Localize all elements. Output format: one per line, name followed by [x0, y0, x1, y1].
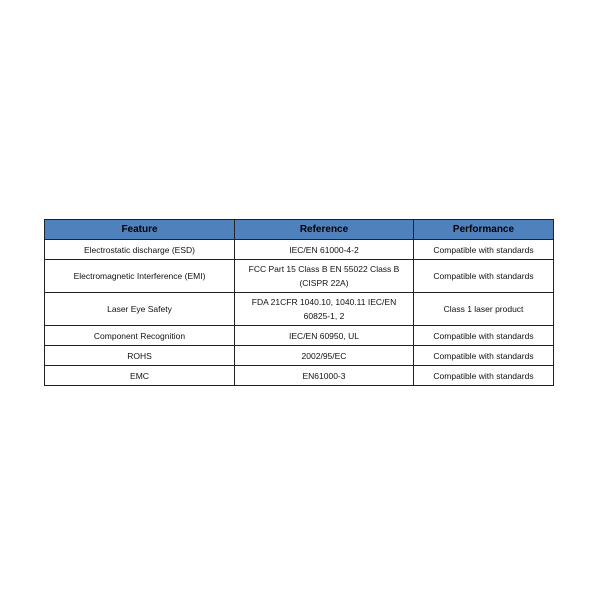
reference-text: FCC Part 15 Class B EN 55022 Class B (CISPR 22A) [248, 264, 400, 288]
compliance-table [44, 219, 554, 386]
performance-cell: Compatible with standards [414, 260, 554, 293]
reference-cell: IEC/EN 61000-4-2 [235, 240, 414, 260]
reference-cell [235, 260, 414, 293]
header-reference: Reference [235, 220, 414, 240]
table-row [45, 260, 554, 293]
feature-cell: EMC [45, 366, 235, 386]
reference-text: FDA 21CFR 1040.10, 1040.11 IEC/EN 60825-1, 2 [251, 297, 397, 321]
reference-cell: 2002/95/EC [235, 346, 414, 366]
feature-cell: Laser Eye Safety [45, 293, 235, 326]
performance-cell: Compatible with standards [414, 326, 554, 346]
reference-cell: IEC/EN 60950, UL [235, 326, 414, 346]
table-row [45, 240, 554, 260]
feature-cell: Electromagnetic Interference (EMI) [45, 260, 235, 293]
performance-cell: Compatible with standards [414, 346, 554, 366]
reference-cell [235, 293, 414, 326]
feature-cell: ROHS [45, 346, 235, 366]
table-row [45, 326, 554, 346]
table-row [45, 346, 554, 366]
table-row [45, 293, 554, 326]
table-header-row [45, 220, 554, 240]
reference-cell: EN61000-3 [235, 366, 414, 386]
feature-cell: Component Recognition [45, 326, 235, 346]
feature-cell: Electrostatic discharge (ESD) [45, 240, 235, 260]
table-row [45, 366, 554, 386]
compliance-table-container [44, 219, 553, 386]
header-feature: Feature [45, 220, 235, 240]
header-performance: Performance [414, 220, 554, 240]
performance-cell: Compatible with standards [414, 240, 554, 260]
performance-cell: Compatible with standards [414, 366, 554, 386]
performance-cell: Class 1 laser product [414, 293, 554, 326]
